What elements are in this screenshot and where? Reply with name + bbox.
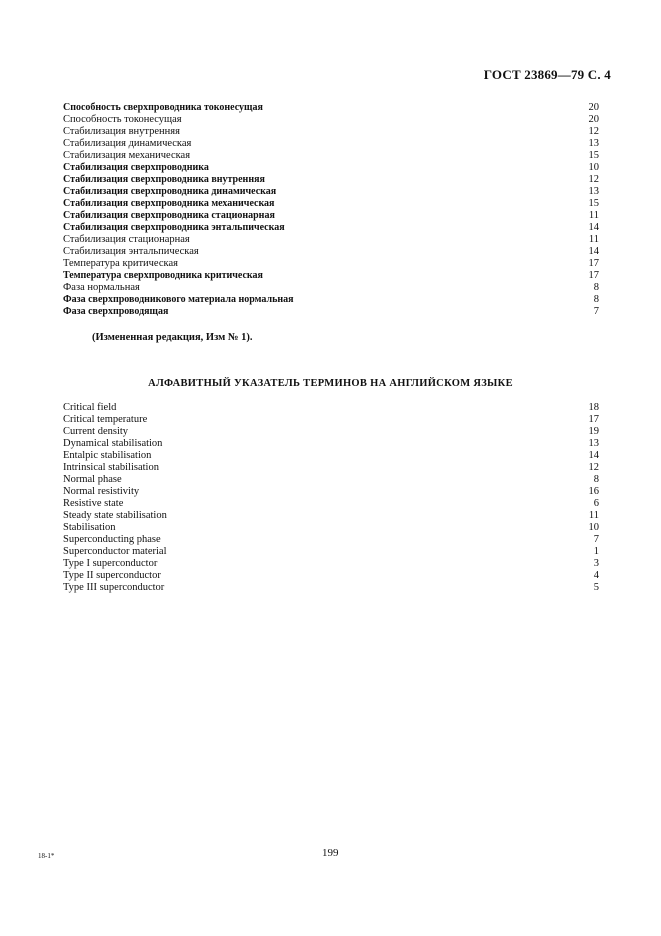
index-term: Стабилизация сверхпроводника механическая [63, 198, 275, 209]
index-term: Стабилизация внутренняя [63, 126, 180, 137]
index-page-number: 18 [588, 402, 599, 413]
index-page-number: 8 [593, 294, 599, 305]
index-page-number: 4 [593, 570, 599, 581]
index-entry [63, 414, 599, 426]
index-term: Стабилизация механическая [63, 150, 191, 161]
index-term: Способность сверхпроводника токонесущая [63, 102, 263, 113]
index-term: Superconducting phase [63, 534, 161, 545]
index-page-number: 15 [588, 198, 599, 209]
index-term: Critical field [63, 402, 117, 413]
index-entry [63, 498, 599, 510]
index-page-number: 1 [593, 546, 599, 557]
revision-note: (Измененная редакция, Изм № 1). [92, 332, 253, 343]
english-index-title: АЛФАВИТНЫЙ УКАЗАТЕЛЬ ТЕРМИНОВ НА АНГЛИЙСКОМ ЯЗЫКЕ [148, 378, 513, 389]
index-page-number: 14 [588, 246, 599, 257]
index-page-number: 14 [588, 450, 599, 461]
index-entry [63, 270, 599, 282]
index-term: Normal resistivity [63, 486, 140, 497]
index-page-number: 11 [588, 210, 599, 221]
index-term: Dynamical stabilisation [63, 438, 163, 449]
index-entry [63, 114, 599, 126]
index-term: Entalpic stabilisation [63, 450, 152, 461]
index-page-number: 17 [588, 258, 599, 269]
index-entry [63, 546, 599, 558]
index-page-number: 7 [593, 534, 599, 545]
index-entry [63, 558, 599, 570]
index-entry [63, 306, 599, 318]
index-term: Steady state stabilisation [63, 510, 167, 521]
index-page-number: 19 [588, 426, 599, 437]
index-term: Температура сверхпроводника критическая [63, 270, 263, 281]
index-entry [63, 438, 599, 450]
index-term: Стабилизация сверхпроводника стационарная [63, 210, 275, 221]
index-term: Фаза сверхпроводящая [63, 306, 169, 317]
index-page-number: 12 [588, 462, 599, 473]
index-term: Стабилизация стационарная [63, 234, 190, 245]
index-entry [63, 462, 599, 474]
index-entry [63, 102, 599, 114]
index-page-number: 8 [593, 282, 599, 293]
index-term: Current density [63, 426, 129, 437]
index-term: Type III superconductor [63, 582, 165, 593]
index-entry [63, 162, 599, 174]
index-term: Стабилизация энтальпическая [63, 246, 199, 257]
index-entry [63, 186, 599, 198]
index-term: Способность токонесущая [63, 114, 182, 125]
index-entry [63, 222, 599, 234]
index-page-number: 12 [588, 126, 599, 137]
index-page-number: 8 [593, 474, 599, 485]
index-entry [63, 582, 599, 594]
index-term: Type I superconductor [63, 558, 158, 569]
index-page-number: 16 [588, 486, 599, 497]
index-entry [63, 210, 599, 222]
index-entry [63, 246, 599, 258]
index-entry [63, 282, 599, 294]
index-entry [63, 138, 599, 150]
index-page-number: 3 [593, 558, 599, 569]
index-page-number: 12 [588, 174, 599, 185]
index-entry [63, 126, 599, 138]
index-page-number: 13 [588, 138, 599, 149]
index-entry [63, 294, 599, 306]
index-entry [63, 426, 599, 438]
index-term: Resistive state [63, 498, 124, 509]
sheet-mark: 18-1* [38, 852, 55, 860]
index-term: Стабилизация сверхпроводника динамическая [63, 186, 277, 197]
index-term: Фаза сверхпроводникового материала нормальная [63, 294, 294, 305]
index-page-number: 11 [588, 510, 599, 521]
index-page-number: 20 [588, 114, 599, 125]
index-term: Температура критическая [63, 258, 178, 269]
index-page-number: 14 [588, 222, 599, 233]
index-term: Type II superconductor [63, 570, 161, 581]
index-entry [63, 522, 599, 534]
index-entry [63, 150, 599, 162]
english-term-index [63, 402, 599, 594]
index-entry [63, 534, 599, 546]
index-entry [63, 258, 599, 270]
index-term: Normal phase [63, 474, 122, 485]
russian-term-index [63, 102, 599, 318]
index-page-number: 13 [588, 186, 599, 197]
index-page-number: 7 [593, 306, 599, 317]
index-page-number: 6 [593, 498, 599, 509]
index-term: Superconductor material [63, 546, 167, 557]
index-term: Фаза нормальная [63, 282, 140, 293]
index-entry [63, 198, 599, 210]
index-entry [63, 234, 599, 246]
index-term: Стабилизация сверхпроводника [63, 162, 209, 173]
index-entry [63, 510, 599, 522]
document-reference: ГОСТ 23869—79 С. 4 [483, 67, 611, 82]
index-entry [63, 450, 599, 462]
index-term: Стабилизация сверхпроводника энтальпическая [63, 222, 285, 233]
index-page-number: 5 [593, 582, 599, 593]
index-page-number: 17 [588, 270, 599, 281]
index-entry [63, 486, 599, 498]
index-page-number: 15 [588, 150, 599, 161]
index-page-number: 10 [588, 522, 599, 533]
page-number: 199 [322, 847, 339, 859]
index-term: Critical temperature [63, 414, 148, 425]
index-entry [63, 174, 599, 186]
index-page-number: 13 [588, 438, 599, 449]
index-page-number: 17 [588, 414, 599, 425]
index-term: Стабилизация динамическая [63, 138, 192, 149]
index-page-number: 11 [588, 234, 599, 245]
index-term: Стабилизация сверхпроводника внутренняя [63, 174, 265, 185]
index-entry [63, 570, 599, 582]
index-term: Intrinsical stabilisation [63, 462, 159, 473]
index-page-number: 20 [588, 102, 599, 113]
index-entry [63, 402, 599, 414]
index-page-number: 10 [588, 162, 599, 173]
index-term: Stabilisation [63, 522, 116, 533]
index-entry [63, 474, 599, 486]
